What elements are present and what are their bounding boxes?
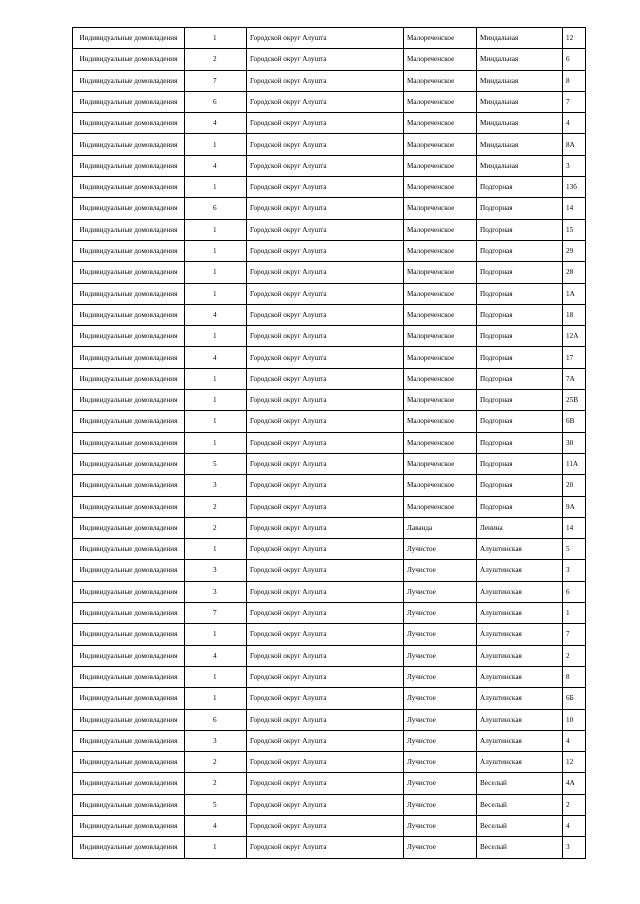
table-row [73,645,586,666]
street-cell: Алуштинская [477,581,563,602]
village-cell: Малореченское [404,28,477,49]
house-number-cell: 1А [563,283,586,304]
count-cell: 2 [185,49,247,70]
street-cell: Подгорная [477,240,563,261]
house-number-cell: 15 [563,219,586,240]
table-row [73,773,586,794]
table-row [73,581,586,602]
district-cell: Городской округ Алушта [247,411,404,432]
table-row [73,177,586,198]
village-cell: Малореченское [404,91,477,112]
house-number-cell: 4А [563,773,586,794]
count-cell: 4 [185,304,247,325]
village-cell: Лучистое [404,730,477,751]
village-cell: Малореченское [404,411,477,432]
street-cell: Подгорная [477,283,563,304]
district-cell: Городской округ Алушта [247,517,404,538]
street-cell: Подгорная [477,368,563,389]
district-cell: Городской округ Алушта [247,368,404,389]
street-cell: Алуштинская [477,752,563,773]
table-row [73,411,586,432]
street-cell: Миндальная [477,49,563,70]
housing-type-cell: Индивидуальные домовладения [73,390,185,411]
table-row [73,666,586,687]
district-cell: Городской округ Алушта [247,240,404,261]
count-cell: 2 [185,752,247,773]
district-cell: Городской округ Алушта [247,155,404,176]
table-row [73,198,586,219]
housing-type-cell: Индивидуальные домовладения [73,177,185,198]
village-cell: Лучистое [404,560,477,581]
count-cell: 3 [185,581,247,602]
village-cell: Лучистое [404,794,477,815]
street-cell: Миндальная [477,134,563,155]
housing-type-cell: Индивидуальные домовладения [73,581,185,602]
house-number-cell: 17 [563,347,586,368]
house-number-cell: 20 [563,475,586,496]
table-row [73,603,586,624]
district-cell: Городской округ Алушта [247,539,404,560]
housing-type-cell: Индивидуальные домовладения [73,113,185,134]
house-number-cell: 30 [563,432,586,453]
housing-type-cell: Индивидуальные домовладения [73,326,185,347]
district-cell: Городской округ Алушта [247,666,404,687]
village-cell: Малореченское [404,304,477,325]
village-cell: Малореченское [404,70,477,91]
district-cell: Городской округ Алушта [247,730,404,751]
street-cell: Миндальная [477,155,563,176]
street-cell: Алуштинская [477,603,563,624]
house-number-cell: 5 [563,539,586,560]
street-cell: Алуштинская [477,666,563,687]
village-cell: Лучистое [404,709,477,730]
village-cell: Малореченское [404,240,477,261]
table-row [73,326,586,347]
village-cell: Малореченское [404,155,477,176]
house-number-cell: 4 [563,815,586,836]
table-row [73,539,586,560]
village-cell: Лучистое [404,773,477,794]
street-cell: Подгорная [477,390,563,411]
street-cell: Подгорная [477,432,563,453]
housing-type-cell: Индивидуальные домовладения [73,368,185,389]
village-cell: Лучистое [404,666,477,687]
housing-type-cell: Индивидуальные домовладения [73,28,185,49]
house-number-cell: 18 [563,304,586,325]
housing-type-cell: Индивидуальные домовладения [73,603,185,624]
count-cell: 5 [185,453,247,474]
housing-type-cell: Индивидуальные домовладения [73,752,185,773]
village-cell: Лучистое [404,752,477,773]
table-row [73,752,586,773]
village-cell: Лучистое [404,837,477,858]
house-number-cell: 28 [563,262,586,283]
table-row [73,28,586,49]
count-cell: 6 [185,91,247,112]
table-row [73,709,586,730]
housing-type-cell: Индивидуальные домовладения [73,155,185,176]
street-cell: Веселый [477,794,563,815]
housing-type-cell: Индивидуальные домовладения [73,496,185,517]
count-cell: 3 [185,730,247,751]
count-cell: 1 [185,262,247,283]
district-cell: Городской округ Алушта [247,453,404,474]
count-cell: 4 [185,113,247,134]
street-cell: Веселый [477,815,563,836]
street-cell: Алуштинская [477,645,563,666]
count-cell: 1 [185,411,247,432]
district-cell: Городской округ Алушта [247,326,404,347]
table-row [73,496,586,517]
house-number-cell: 7 [563,91,586,112]
street-cell: Подгорная [477,326,563,347]
count-cell: 3 [185,475,247,496]
count-cell: 1 [185,283,247,304]
street-cell: Алуштинская [477,624,563,645]
district-cell: Городской округ Алушта [247,794,404,815]
count-cell: 1 [185,837,247,858]
count-cell: 1 [185,390,247,411]
house-number-cell: 29 [563,240,586,261]
village-cell: Малореченское [404,432,477,453]
street-cell: Миндальная [477,113,563,134]
table-row [73,453,586,474]
house-number-cell: 6 [563,581,586,602]
house-number-cell: 12 [563,752,586,773]
count-cell: 1 [185,219,247,240]
table-row [73,240,586,261]
count-cell: 1 [185,666,247,687]
count-cell: 1 [185,432,247,453]
count-cell: 4 [185,347,247,368]
district-cell: Городской округ Алушта [247,347,404,368]
count-cell: 2 [185,773,247,794]
house-number-cell: 3 [563,837,586,858]
house-number-cell: 13б [563,177,586,198]
village-cell: Лаванда [404,517,477,538]
district-cell: Городской округ Алушта [247,709,404,730]
table-row [73,49,586,70]
district-cell: Городской округ Алушта [247,815,404,836]
house-number-cell: 2 [563,645,586,666]
table-row [73,560,586,581]
village-cell: Малореченское [404,453,477,474]
district-cell: Городской округ Алушта [247,752,404,773]
housing-type-cell: Индивидуальные домовладения [73,815,185,836]
village-cell: Лучистое [404,603,477,624]
village-cell: Лучистое [404,624,477,645]
street-cell: Алуштинская [477,730,563,751]
district-cell: Городской округ Алушта [247,198,404,219]
count-cell: 1 [185,624,247,645]
address-table-body [73,28,586,859]
housing-type-cell: Индивидуальные домовладения [73,219,185,240]
house-number-cell: 8 [563,666,586,687]
street-cell: Миндальная [477,28,563,49]
count-cell: 3 [185,560,247,581]
housing-type-cell: Индивидуальные домовладения [73,198,185,219]
district-cell: Городской округ Алушта [247,645,404,666]
village-cell: Малореченское [404,283,477,304]
house-number-cell: 9А [563,496,586,517]
table-row [73,113,586,134]
district-cell: Городской округ Алушта [247,113,404,134]
street-cell: Веселый [477,837,563,858]
count-cell: 5 [185,794,247,815]
house-number-cell: 6В [563,411,586,432]
table-row [73,155,586,176]
house-number-cell: 12 [563,28,586,49]
house-number-cell: 14 [563,517,586,538]
house-number-cell: 6Б [563,688,586,709]
housing-type-cell: Индивидуальные домовладения [73,453,185,474]
village-cell: Малореченское [404,262,477,283]
house-number-cell: 7А [563,368,586,389]
housing-type-cell: Индивидуальные домовладения [73,240,185,261]
housing-type-cell: Индивидуальные домовладения [73,624,185,645]
table-row [73,624,586,645]
count-cell: 1 [185,28,247,49]
housing-type-cell: Индивидуальные домовладения [73,837,185,858]
housing-type-cell: Индивидуальные домовладения [73,70,185,91]
street-cell: Алуштинская [477,688,563,709]
village-cell: Малореченское [404,177,477,198]
count-cell: 1 [185,240,247,261]
house-number-cell: 10 [563,709,586,730]
count-cell: 6 [185,198,247,219]
housing-type-cell: Индивидуальные домовладения [73,475,185,496]
village-cell: Лучистое [404,539,477,560]
village-cell: Малореченское [404,134,477,155]
village-cell: Малореченское [404,113,477,134]
street-cell: Подгорная [477,453,563,474]
count-cell: 4 [185,645,247,666]
house-number-cell: 14 [563,198,586,219]
district-cell: Городской округ Алушта [247,475,404,496]
table-row [73,390,586,411]
count-cell: 1 [185,177,247,198]
district-cell: Городской округ Алушта [247,283,404,304]
street-cell: Подгорная [477,219,563,240]
street-cell: Алуштинская [477,539,563,560]
house-number-cell: 3 [563,155,586,176]
housing-type-cell: Индивидуальные домовладения [73,134,185,155]
street-cell: Подгорная [477,198,563,219]
street-cell: Подгорная [477,496,563,517]
district-cell: Городской округ Алушта [247,390,404,411]
housing-type-cell: Индивидуальные домовладения [73,411,185,432]
count-cell: 1 [185,539,247,560]
house-number-cell: 4 [563,730,586,751]
village-cell: Малореченское [404,198,477,219]
street-cell: Веселый [477,773,563,794]
table-row [73,837,586,858]
housing-type-cell: Индивидуальные домовладения [73,794,185,815]
table-row [73,70,586,91]
street-cell: Миндальная [477,70,563,91]
housing-type-cell: Индивидуальные домовладения [73,262,185,283]
housing-type-cell: Индивидуальные домовладения [73,304,185,325]
village-cell: Малореченское [404,390,477,411]
house-number-cell: 25В [563,390,586,411]
district-cell: Городской округ Алушта [247,91,404,112]
count-cell: 1 [185,368,247,389]
village-cell: Малореченское [404,49,477,70]
village-cell: Малореченское [404,219,477,240]
district-cell: Городской округ Алушта [247,496,404,517]
count-cell: 6 [185,709,247,730]
district-cell: Городской округ Алушта [247,837,404,858]
house-number-cell: 3 [563,560,586,581]
table-row [73,304,586,325]
housing-type-cell: Индивидуальные домовладения [73,49,185,70]
table-row [73,432,586,453]
village-cell: Малореченское [404,326,477,347]
table-row [73,368,586,389]
table-row [73,262,586,283]
district-cell: Городской округ Алушта [247,49,404,70]
street-cell: Подгорная [477,177,563,198]
housing-type-cell: Индивидуальные домовладения [73,539,185,560]
table-row [73,347,586,368]
house-number-cell: 4 [563,113,586,134]
village-cell: Малореченское [404,475,477,496]
district-cell: Городской округ Алушта [247,28,404,49]
address-table [72,27,586,859]
village-cell: Лучистое [404,581,477,602]
district-cell: Городской округ Алушта [247,581,404,602]
house-number-cell: 2 [563,794,586,815]
village-cell: Малореченское [404,347,477,368]
house-number-cell: 1 [563,603,586,624]
count-cell: 7 [185,603,247,624]
count-cell: 4 [185,155,247,176]
table-row [73,794,586,815]
table-row [73,219,586,240]
street-cell: Подгорная [477,304,563,325]
street-cell: Миндальная [477,91,563,112]
count-cell: 1 [185,134,247,155]
house-number-cell: 8А [563,134,586,155]
housing-type-cell: Индивидуальные домовладения [73,432,185,453]
housing-type-cell: Индивидуальные домовладения [73,91,185,112]
housing-type-cell: Индивидуальные домовладения [73,283,185,304]
district-cell: Городской округ Алушта [247,560,404,581]
district-cell: Городской округ Алушта [247,624,404,645]
table-row [73,91,586,112]
table-row [73,134,586,155]
street-cell: Алуштинская [477,709,563,730]
housing-type-cell: Индивидуальные домовладения [73,347,185,368]
housing-type-cell: Индивидуальные домовладения [73,666,185,687]
table-row [73,475,586,496]
table-row [73,283,586,304]
count-cell: 2 [185,496,247,517]
housing-type-cell: Индивидуальные домовладения [73,688,185,709]
house-number-cell: 8 [563,70,586,91]
table-row [73,815,586,836]
village-cell: Малореченское [404,496,477,517]
table-row [73,730,586,751]
count-cell: 1 [185,326,247,347]
street-cell: Ленина [477,517,563,538]
street-cell: Подгорная [477,411,563,432]
district-cell: Городской округ Алушта [247,603,404,624]
district-cell: Городской округ Алушта [247,688,404,709]
count-cell: 2 [185,517,247,538]
housing-type-cell: Индивидуальные домовладения [73,645,185,666]
street-cell: Подгорная [477,262,563,283]
house-number-cell: 7 [563,624,586,645]
village-cell: Лучистое [404,688,477,709]
count-cell: 1 [185,688,247,709]
district-cell: Городской округ Алушта [247,70,404,91]
house-number-cell: 11А [563,453,586,474]
district-cell: Городской округ Алушта [247,219,404,240]
district-cell: Городской округ Алушта [247,304,404,325]
housing-type-cell: Индивидуальные домовладения [73,517,185,538]
count-cell: 4 [185,815,247,836]
housing-type-cell: Индивидуальные домовладения [73,773,185,794]
street-cell: Подгорная [477,475,563,496]
table-row [73,688,586,709]
district-cell: Городской округ Алушта [247,262,404,283]
count-cell: 7 [185,70,247,91]
district-cell: Городской округ Алушта [247,432,404,453]
housing-type-cell: Индивидуальные домовладения [73,560,185,581]
street-cell: Подгорная [477,347,563,368]
district-cell: Городской округ Алушта [247,134,404,155]
district-cell: Городской округ Алушта [247,177,404,198]
house-number-cell: 12А [563,326,586,347]
street-cell: Алуштинская [477,560,563,581]
village-cell: Лучистое [404,645,477,666]
house-number-cell: 6 [563,49,586,70]
village-cell: Лучистое [404,815,477,836]
village-cell: Малореченское [404,368,477,389]
table-row [73,517,586,538]
housing-type-cell: Индивидуальные домовладения [73,730,185,751]
housing-type-cell: Индивидуальные домовладения [73,709,185,730]
district-cell: Городской округ Алушта [247,773,404,794]
